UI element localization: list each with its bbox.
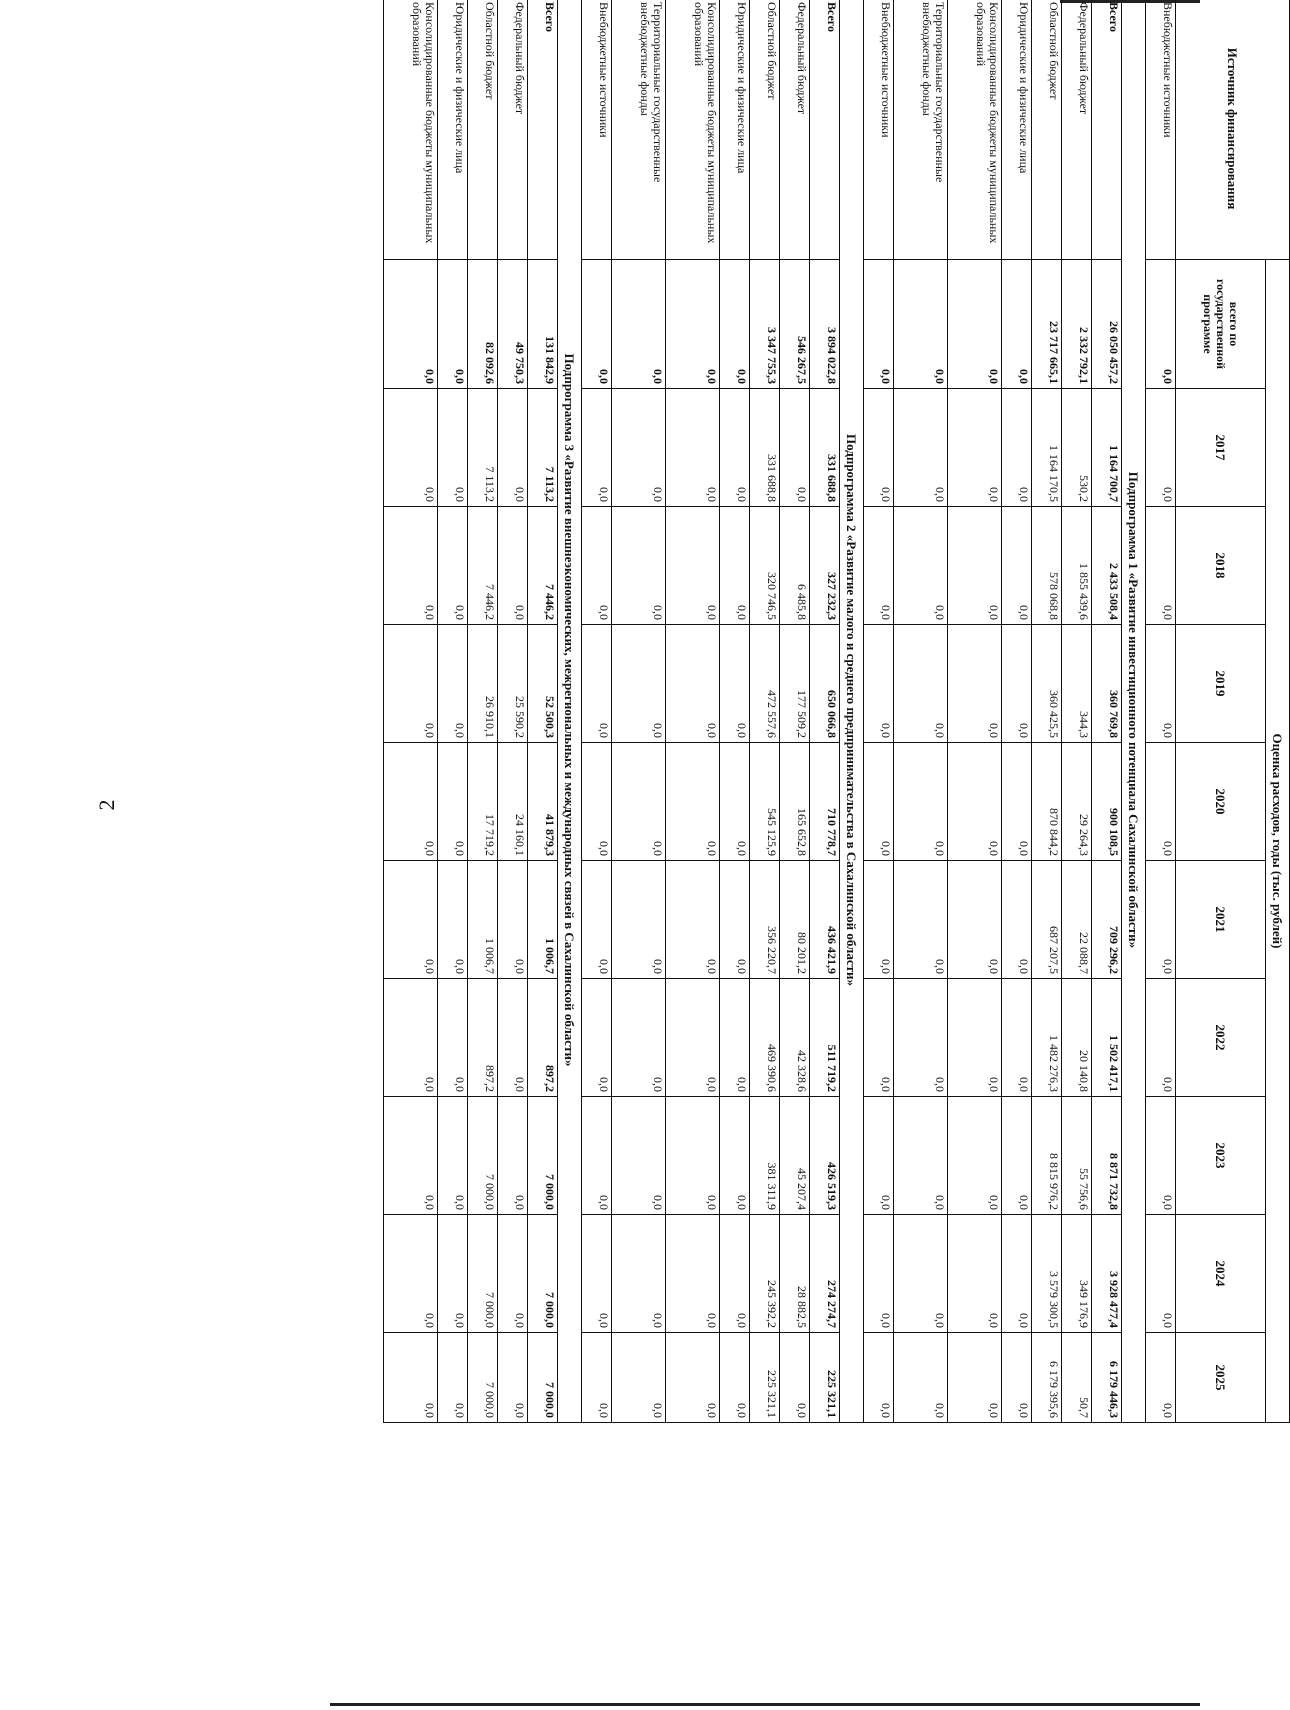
source-label: Федеральный бюджет — [498, 0, 528, 260]
year-value-cell: 0,0 — [438, 743, 468, 861]
year-value-cell: 472 557,6 — [750, 625, 780, 743]
year-value-cell: 7 113,2 — [468, 389, 498, 507]
source-label: Юридические и физические лица — [438, 0, 468, 260]
table-row — [666, 0, 720, 1423]
year-header: 2024 — [1176, 1215, 1266, 1333]
year-value-cell: 0,0 — [438, 979, 468, 1097]
year-value-cell: 17 719,2 — [468, 743, 498, 861]
year-header: 2018 — [1176, 507, 1266, 625]
year-header: 2021 — [1176, 861, 1266, 979]
year-value-cell: 0,0 — [384, 1097, 438, 1215]
financing-table — [383, 0, 1290, 1423]
year-value-cell: 0,0 — [666, 1215, 720, 1333]
year-value-cell: 3 928 477,4 — [1092, 1215, 1122, 1333]
table-row — [498, 0, 528, 1423]
year-value-cell: 710 778,7 — [810, 743, 840, 861]
year-value-cell: 0,0 — [893, 625, 947, 743]
year-value-cell: 0,0 — [893, 1215, 947, 1333]
year-value-cell: 0,0 — [720, 979, 750, 1097]
year-value-cell: 0,0 — [948, 625, 1002, 743]
year-value-cell: 0,0 — [1146, 743, 1176, 861]
year-value-cell: 0,0 — [720, 1097, 750, 1215]
year-value-cell: 0,0 — [1002, 389, 1032, 507]
year-value-cell: 0,0 — [666, 1333, 720, 1423]
year-value-cell: 0,0 — [1146, 979, 1176, 1097]
source-label: Областной бюджет — [750, 0, 780, 260]
year-value-cell: 870 844,2 — [1032, 743, 1062, 861]
year-value-cell: 0,0 — [948, 743, 1002, 861]
year-value-cell: 0,0 — [384, 1215, 438, 1333]
year-value-cell: 7 000,0 — [468, 1333, 498, 1423]
year-value-cell: 0,0 — [611, 389, 665, 507]
program-total-cell: 0,0 — [893, 260, 947, 389]
year-value-cell: 0,0 — [864, 1215, 894, 1333]
year-value-cell: 0,0 — [1146, 389, 1176, 507]
year-value-cell: 0,0 — [581, 861, 611, 979]
year-value-cell: 0,0 — [720, 861, 750, 979]
year-value-cell: 511 719,2 — [810, 979, 840, 1097]
year-value-cell: 45 207,4 — [780, 1097, 810, 1215]
year-value-cell: 578 068,8 — [1032, 507, 1062, 625]
year-value-cell: 0,0 — [864, 389, 894, 507]
program-total-cell: 0,0 — [666, 260, 720, 389]
year-value-cell: 327 232,3 — [810, 507, 840, 625]
year-value-cell: 0,0 — [1002, 625, 1032, 743]
year-value-cell: 0,0 — [384, 743, 438, 861]
year-value-cell: 0,0 — [948, 389, 1002, 507]
year-value-cell: 0,0 — [948, 861, 1002, 979]
year-value-cell: 0,0 — [893, 1333, 947, 1423]
year-value-cell: 0,0 — [611, 1215, 665, 1333]
year-value-cell: 22 088,7 — [1062, 861, 1092, 979]
program-total-cell: 23 717 665,1 — [1032, 260, 1062, 389]
year-value-cell: 0,0 — [893, 389, 947, 507]
year-value-cell: 0,0 — [720, 389, 750, 507]
year-value-cell: 0,0 — [611, 979, 665, 1097]
year-value-cell: 0,0 — [498, 1333, 528, 1423]
year-value-cell: 0,0 — [498, 389, 528, 507]
year-value-cell: 0,0 — [1002, 1215, 1032, 1333]
year-value-cell: 0,0 — [1146, 1215, 1176, 1333]
year-value-cell: 26 910,1 — [468, 625, 498, 743]
program-total-cell: 0,0 — [438, 260, 468, 389]
program-total-cell: 2 332 792,1 — [1062, 260, 1092, 389]
program-total-cell: 3 347 755,3 — [750, 260, 780, 389]
year-value-cell: 0,0 — [384, 1333, 438, 1423]
year-value-cell: 0,0 — [666, 389, 720, 507]
table-row — [893, 0, 947, 1423]
expense-estimate-header: Оценка расходов, годы (тыс. рублей) — [1266, 260, 1290, 1423]
year-value-cell: 1 006,7 — [468, 861, 498, 979]
year-value-cell: 0,0 — [438, 1333, 468, 1423]
rotated-table-sheet — [383, 0, 1290, 1422]
year-value-cell: 0,0 — [864, 743, 894, 861]
year-value-cell: 320 746,5 — [750, 507, 780, 625]
year-value-cell: 0,0 — [438, 861, 468, 979]
year-value-cell: 7 446,2 — [468, 507, 498, 625]
year-value-cell: 687 207,5 — [1032, 861, 1062, 979]
year-value-cell: 0,0 — [1146, 861, 1176, 979]
source-label: Территориальные государственные внебюджетные фонды — [611, 0, 665, 260]
year-value-cell: 1 006,7 — [528, 861, 558, 979]
year-value-cell: 709 296,2 — [1092, 861, 1122, 979]
year-value-cell: 225 321,1 — [810, 1333, 840, 1423]
year-value-cell: 331 688,8 — [750, 389, 780, 507]
subprogram-row — [1122, 0, 1146, 1423]
year-value-cell: 0,0 — [864, 1097, 894, 1215]
year-value-cell: 530,2 — [1062, 389, 1092, 507]
program-total-cell: 49 750,3 — [498, 260, 528, 389]
source-label: Федеральный бюджет — [780, 0, 810, 260]
year-value-cell: 2 433 508,4 — [1092, 507, 1122, 625]
year-value-cell: 426 519,3 — [810, 1097, 840, 1215]
year-header: 2025 — [1176, 1333, 1266, 1423]
year-value-cell: 0,0 — [948, 507, 1002, 625]
year-value-cell: 7 000,0 — [468, 1215, 498, 1333]
year-value-cell: 0,0 — [611, 625, 665, 743]
year-value-cell: 274 274,7 — [810, 1215, 840, 1333]
table-row — [948, 0, 1002, 1423]
source-label: Территориальные государственные внебюджетные фонды — [893, 0, 947, 260]
year-value-cell: 0,0 — [1002, 1097, 1032, 1215]
year-value-cell: 0,0 — [581, 625, 611, 743]
year-value-cell: 24 160,1 — [498, 743, 528, 861]
table-body — [384, 0, 1176, 1423]
table-row — [384, 0, 438, 1423]
year-value-cell: 28 882,5 — [780, 1215, 810, 1333]
year-value-cell: 0,0 — [1146, 507, 1176, 625]
year-value-cell: 8 815 976,2 — [1032, 1097, 1062, 1215]
year-value-cell: 0,0 — [780, 1333, 810, 1423]
year-value-cell: 0,0 — [864, 1333, 894, 1423]
table-row — [780, 0, 810, 1423]
source-label: Федеральный бюджет — [1062, 0, 1092, 260]
year-value-cell: 360 425,5 — [1032, 625, 1062, 743]
year-value-cell: 0,0 — [1002, 1333, 1032, 1423]
program-total-cell: 0,0 — [611, 260, 665, 389]
year-value-cell: 0,0 — [864, 861, 894, 979]
subprogram-row — [840, 0, 864, 1423]
year-value-cell: 8 871 732,8 — [1092, 1097, 1122, 1215]
program-total-cell: 0,0 — [948, 260, 1002, 389]
source-label: Юридические и физические лица — [720, 0, 750, 260]
year-header: 2022 — [1176, 979, 1266, 1097]
source-label: Юридические и физические лица — [1002, 0, 1032, 260]
year-value-cell: 0,0 — [438, 625, 468, 743]
year-value-cell: 0,0 — [666, 507, 720, 625]
program-total-cell: 26 050 457,2 — [1092, 260, 1122, 389]
program-total-cell: 0,0 — [581, 260, 611, 389]
subprogram-title: Подпрограмма 1 «Развитие инвестиционного потенциала Сахалинской области» — [1122, 0, 1146, 1423]
table-row — [864, 0, 894, 1423]
year-value-cell: 469 390,6 — [750, 979, 780, 1097]
table-row — [1002, 0, 1032, 1423]
year-value-cell: 0,0 — [1146, 1097, 1176, 1215]
year-value-cell: 0,0 — [666, 861, 720, 979]
year-value-cell: 0,0 — [1002, 979, 1032, 1097]
year-value-cell: 7 000,0 — [468, 1097, 498, 1215]
year-value-cell: 0,0 — [384, 389, 438, 507]
program-total-cell: 82 092,6 — [468, 260, 498, 389]
year-value-cell: 0,0 — [1002, 743, 1032, 861]
year-value-cell: 0,0 — [581, 1097, 611, 1215]
program-total-cell: 131 842,9 — [528, 260, 558, 389]
year-value-cell: 7 000,0 — [528, 1333, 558, 1423]
year-value-cell: 0,0 — [581, 743, 611, 861]
year-value-cell: 0,0 — [1146, 625, 1176, 743]
year-value-cell: 0,0 — [611, 1333, 665, 1423]
year-value-cell: 0,0 — [720, 507, 750, 625]
source-label: Всего — [528, 0, 558, 260]
year-value-cell: 52 500,3 — [528, 625, 558, 743]
year-header: 2019 — [1176, 625, 1266, 743]
year-value-cell: 0,0 — [893, 507, 947, 625]
source-label: Консолидированные бюджеты муниципальных образований — [948, 0, 1002, 260]
year-value-cell: 80 201,2 — [780, 861, 810, 979]
year-value-cell: 1 164 170,5 — [1032, 389, 1062, 507]
year-value-cell: 55 756,6 — [1062, 1097, 1092, 1215]
year-value-cell: 0,0 — [948, 1333, 1002, 1423]
year-value-cell: 50,7 — [1062, 1333, 1092, 1423]
year-value-cell: 349 176,9 — [1062, 1215, 1092, 1333]
year-value-cell: 897,2 — [468, 979, 498, 1097]
year-value-cell: 0,0 — [893, 743, 947, 861]
year-value-cell: 0,0 — [581, 1333, 611, 1423]
year-value-cell: 344,3 — [1062, 625, 1092, 743]
year-value-cell: 0,0 — [438, 1097, 468, 1215]
year-value-cell: 6 485,8 — [780, 507, 810, 625]
year-value-cell: 0,0 — [893, 861, 947, 979]
source-column-header: Источник финансирования — [1176, 0, 1290, 260]
scan-edge-bottom — [330, 1703, 1200, 1706]
year-header: 2017 — [1176, 389, 1266, 507]
year-value-cell: 0,0 — [384, 979, 438, 1097]
year-value-cell: 0,0 — [948, 1215, 1002, 1333]
year-value-cell: 360 769,8 — [1092, 625, 1122, 743]
source-label: Всего — [1092, 0, 1122, 260]
year-value-cell: 0,0 — [498, 507, 528, 625]
year-header: 2023 — [1176, 1097, 1266, 1215]
year-value-cell: 0,0 — [864, 625, 894, 743]
year-value-cell: 0,0 — [611, 1097, 665, 1215]
year-value-cell: 0,0 — [498, 1215, 528, 1333]
year-value-cell: 331 688,8 — [810, 389, 840, 507]
year-value-cell: 0,0 — [666, 743, 720, 861]
year-value-cell: 0,0 — [720, 1333, 750, 1423]
year-value-cell: 7 000,0 — [528, 1215, 558, 1333]
year-value-cell: 42 328,6 — [780, 979, 810, 1097]
table-row — [468, 0, 498, 1423]
source-label: Внебюджетные источники — [1146, 0, 1176, 260]
source-label: Внебюджетные источники — [581, 0, 611, 260]
year-value-cell: 0,0 — [720, 625, 750, 743]
table-row — [750, 0, 780, 1423]
table-row — [438, 0, 468, 1423]
year-value-cell: 0,0 — [666, 1097, 720, 1215]
year-value-cell: 1 855 439,6 — [1062, 507, 1092, 625]
page-number: 2 — [94, 799, 119, 811]
year-value-cell: 436 421,9 — [810, 861, 840, 979]
table-row — [1062, 0, 1092, 1423]
program-total-cell: 0,0 — [864, 260, 894, 389]
year-value-cell: 545 125,9 — [750, 743, 780, 861]
subprogram-title: Подпрограмма 2 «Развитие малого и среднего предпринимательства в Сахалинской области» — [840, 0, 864, 1423]
year-value-cell: 897,2 — [528, 979, 558, 1097]
source-label: Областной бюджет — [1032, 0, 1062, 260]
source-label: Областной бюджет — [468, 0, 498, 260]
table-row — [1092, 0, 1122, 1423]
program-total-cell: 0,0 — [384, 260, 438, 389]
year-value-cell: 0,0 — [384, 625, 438, 743]
year-value-cell: 6 179 446,3 — [1092, 1333, 1122, 1423]
source-label: Консолидированные бюджеты муниципальных образований — [666, 0, 720, 260]
year-value-cell: 7 446,2 — [528, 507, 558, 625]
year-value-cell: 0,0 — [864, 979, 894, 1097]
table-row — [720, 0, 750, 1423]
year-value-cell: 0,0 — [438, 389, 468, 507]
program-total-cell: 0,0 — [720, 260, 750, 389]
year-value-cell: 3 579 300,5 — [1032, 1215, 1062, 1333]
year-value-cell: 0,0 — [1146, 1333, 1176, 1423]
source-label: Всего — [810, 0, 840, 260]
year-value-cell: 0,0 — [581, 389, 611, 507]
year-value-cell: 0,0 — [1002, 861, 1032, 979]
year-value-cell: 20 140,8 — [1062, 979, 1092, 1097]
year-value-cell: 0,0 — [498, 979, 528, 1097]
source-label: Консолидированные бюджеты муниципальных образований — [384, 0, 438, 260]
year-value-cell: 650 066,8 — [810, 625, 840, 743]
year-value-cell: 1 502 417,1 — [1092, 979, 1122, 1097]
year-value-cell: 165 652,8 — [780, 743, 810, 861]
table-row — [611, 0, 665, 1423]
year-value-cell: 0,0 — [438, 1215, 468, 1333]
year-value-cell: 900 108,5 — [1092, 743, 1122, 861]
year-value-cell: 0,0 — [581, 507, 611, 625]
year-value-cell: 245 392,2 — [750, 1215, 780, 1333]
year-value-cell: 0,0 — [611, 507, 665, 625]
year-value-cell: 381 311,9 — [750, 1097, 780, 1215]
program-total-cell: 3 894 022,8 — [810, 260, 840, 389]
year-value-cell: 0,0 — [666, 979, 720, 1097]
year-value-cell: 0,0 — [581, 1215, 611, 1333]
year-value-cell: 0,0 — [498, 861, 528, 979]
year-value-cell: 41 879,3 — [528, 743, 558, 861]
program-total-cell: 0,0 — [1002, 260, 1032, 389]
year-value-cell: 25 590,2 — [498, 625, 528, 743]
year-value-cell: 1 482 276,3 — [1032, 979, 1062, 1097]
year-value-cell: 0,0 — [893, 1097, 947, 1215]
year-value-cell: 0,0 — [384, 861, 438, 979]
year-value-cell: 0,0 — [438, 507, 468, 625]
table-row — [581, 0, 611, 1423]
year-value-cell: 0,0 — [581, 979, 611, 1097]
year-value-cell: 0,0 — [948, 979, 1002, 1097]
year-value-cell: 0,0 — [864, 507, 894, 625]
year-value-cell: 1 164 700,7 — [1092, 389, 1122, 507]
year-value-cell: 7 000,0 — [528, 1097, 558, 1215]
table-row — [1032, 0, 1062, 1423]
year-value-cell: 225 321,1 — [750, 1333, 780, 1423]
program-total-cell: 546 267,5 — [780, 260, 810, 389]
year-value-cell: 0,0 — [384, 507, 438, 625]
table-row — [810, 0, 840, 1423]
year-value-cell: 0,0 — [720, 1215, 750, 1333]
year-value-cell: 0,0 — [1002, 507, 1032, 625]
subprogram-row — [557, 0, 581, 1423]
year-value-cell: 177 509,2 — [780, 625, 810, 743]
year-value-cell: 0,0 — [780, 389, 810, 507]
year-value-cell: 0,0 — [666, 625, 720, 743]
table-row — [1146, 0, 1176, 1423]
year-header: 2020 — [1176, 743, 1266, 861]
source-label: Внебюджетные источники — [864, 0, 894, 260]
year-value-cell: 0,0 — [948, 1097, 1002, 1215]
year-value-cell: 29 264,3 — [1062, 743, 1092, 861]
program-total-cell: 0,0 — [1146, 260, 1176, 389]
year-value-cell: 0,0 — [498, 1097, 528, 1215]
year-value-cell: 0,0 — [720, 743, 750, 861]
year-value-cell: 356 220,7 — [750, 861, 780, 979]
table-row — [528, 0, 558, 1423]
year-value-cell: 0,0 — [611, 861, 665, 979]
year-value-cell: 0,0 — [611, 743, 665, 861]
program-total-header: всего по государственной программе — [1176, 260, 1266, 389]
year-value-cell: 6 179 395,6 — [1032, 1333, 1062, 1423]
subprogram-title: Подпрограмма 3 «Развитие внешнеэкономических, межрегиональных и международных связей в Сахалинской области» — [557, 0, 581, 1423]
year-value-cell: 0,0 — [893, 979, 947, 1097]
year-value-cell: 7 113,2 — [528, 389, 558, 507]
